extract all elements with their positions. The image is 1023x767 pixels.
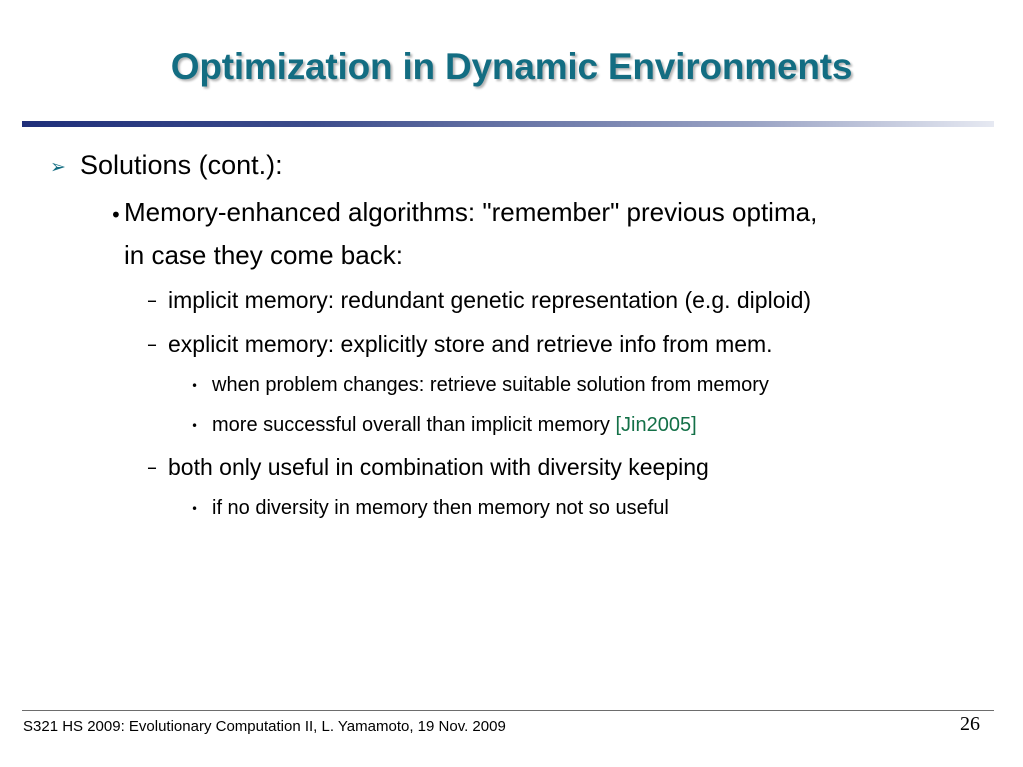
arrowhead-bullet-icon: ➢ (50, 156, 66, 178)
bullet-level2-text-line1: Memory-enhanced algorithms: "remember" previous optima, (124, 197, 818, 227)
bullet-level4-more-successful (212, 414, 697, 437)
title-divider (22, 121, 994, 127)
bullet-level4-retrieve-solution: when problem changes: retrieve suitable solution from memory (212, 374, 769, 396)
footer-divider (22, 710, 994, 711)
footer-citation: S321 HS 2009: Evolutionary Computation II, L. Yamamoto, 19 Nov. 2009 (23, 718, 506, 735)
round-bullet-icon: • (110, 203, 122, 227)
slide-title: Optimization in Dynamic Environments (170, 46, 853, 87)
reference-link-jin2005: [Jin2005] (615, 414, 697, 436)
bullet-level3-both-useful: both only useful in combination with diversity keeping (168, 454, 709, 480)
bullet-level4-no-diversity: if no diversity in memory then memory not so useful (212, 497, 669, 519)
bullet-level3-implicit-memory: implicit memory: redundant genetic representation (e.g. diploid) (168, 287, 812, 313)
bullet-level1-text: Solutions (cont.): (80, 150, 283, 180)
small-round-bullet-icon: • (191, 419, 199, 433)
dash-bullet-icon: – (147, 288, 157, 312)
slide-number: 26 (960, 713, 980, 735)
bullet-level2-text-line2: in case they come back: (124, 240, 403, 270)
small-round-bullet-icon: • (191, 502, 199, 516)
bullet-level3-explicit-memory: explicit memory: explicitly store and retrieve info from mem. (168, 331, 773, 357)
small-round-bullet-icon: • (191, 379, 199, 393)
bullet-level4-more-successful-text: more successful overall than implicit memory (212, 414, 616, 436)
dash-bullet-icon: – (147, 455, 157, 479)
dash-bullet-icon: – (147, 332, 157, 356)
